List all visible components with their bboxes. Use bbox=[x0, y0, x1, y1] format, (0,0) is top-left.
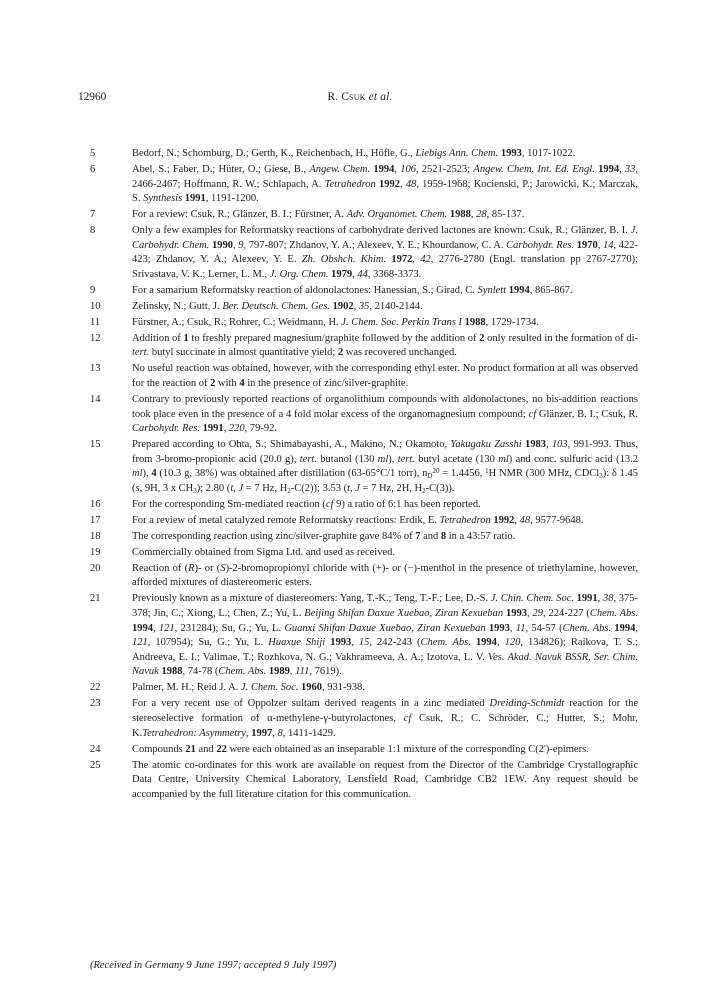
reference-number: 11 bbox=[90, 316, 101, 328]
reference-number: 14 bbox=[90, 394, 101, 406]
reference-item bbox=[90, 284, 638, 299]
reference-text: Abel, S.; Faber, D.; Hüter, O.; Giese, B., Angew. Chem. 1994, 106, 2521-2523; Angew. Chem. Int. Ed. Engl. 1994, 33, 2466-2467; Hoffmann, R. W.; Schlapach, A. Tetrahedron 1992, 48, 1959-1968; Kocienski, P.; Jarowicki, K.; Marczak, S. Synthesis 1991, 1191-1200. bbox=[132, 163, 639, 205]
reference-item bbox=[90, 316, 638, 331]
reference-text: Zelinsky, N.; Gutt, J. Ber. Deutsch. Chem. Ges. 1902, 35, 2140-2144. bbox=[132, 300, 423, 312]
reference-item bbox=[90, 697, 638, 741]
page-header bbox=[78, 91, 642, 107]
reference-text: Prepared according to Ohta, S.; Shimabayashi, A., Makino, N.; Okamoto, Yakugaku Zasshi 1983, 103, 991-993. Thus, from 3-bromo-propionic acid (20.0 g), tert. butanol (130 ml), tert. butyl acetate (130 ml) and conc. sulfuric acid (13.2 ml), 4 (10.3 g, 38%) was obtained after distillation (63-65°C/1 torr), $n_D^{20} = 1.4456$, $^1$H NMR (300 MHz, CDCl$_3$): δ 1.45 (s, 9H, 3 x $CH_3$); 2.80 (t, J = 7 Hz, $H_2-C(2)$); 3.53 (t, J = 7 Hz, 2H, $H_2-C(3)$). bbox=[132, 439, 639, 495]
reference-text: The atomic co-ordinates for this work are available on request from the Director of the Cambridge Crystallographic Data Centre, University Chemical Laboratory, Lensfield Road, Cambridge CB2 1EW. Any request should be accompanied by the full literature citation for this communication. bbox=[132, 759, 638, 800]
reference-number: 10 bbox=[90, 300, 101, 312]
reference-text: Commercially obtained from Sigma Ltd. and used as received. bbox=[132, 546, 396, 558]
reference-number: 9 bbox=[90, 284, 96, 296]
reference-number: 6 bbox=[90, 163, 96, 175]
reference-number: 5 bbox=[90, 148, 96, 159]
reference-number: 16 bbox=[90, 498, 101, 510]
running-head bbox=[78, 91, 642, 103]
reference-text: Previously known as a mixture of diastereomers: Yang, T.-K.; Teng, T.-F.; Lee, D.-S. J. Chin. Chem. Soc. 1991, 38, 375-378; Jin, C.; Xiong, L.; Chen, Z.; Yu, L. Beijing Shifan Daxue Xuebao, Ziran Kexueban 1993, 29, 224-227 (Chem. Abs. 1994, 121, 231284); Su, G.; Yu, L. Guanxi Shifan Daxue Xuebao, Ziran Kexueban 1993, 11, 54-57 (Chem. Abs. 1994, 121, 107954); Su, G.; Yu, L. Huaxue Shiji 1993, 15, 242-243 (Chem. Abs. 1994, 120, 134826); Raikova, T. S.; Andreeva, E. I.; Valimae, T.; Rozhkova, N. G.; Vakhrameeva, A. A.; Izotova, L. V. Ves. Akad. Navuk BSSR, Ser. Chim. Navuk 1988, 74-78 (Chem. Abs. 1989, 111, 7619). bbox=[132, 593, 639, 678]
reference-text: Fürstner, A.; Csuk, R.; Rohrer, C.; Weidmann, H. J. Chem. Soc. Perkin Trans I 1988, 1729-1734. bbox=[132, 316, 540, 328]
author-surname: Csuk bbox=[341, 91, 366, 103]
reference-item bbox=[90, 393, 638, 437]
reference-number: 24 bbox=[90, 743, 101, 755]
reference-item bbox=[90, 163, 638, 207]
reference-text: Reaction of (R)- or (S)-2-bromopropionyl chloride with (+)- or (−)-menthol in the presence of triethylamine, however, afforded mixtures of diastereomeric esters. bbox=[132, 562, 638, 589]
reference-item bbox=[90, 300, 638, 315]
reference-item bbox=[90, 592, 638, 680]
reference-item bbox=[90, 530, 638, 545]
reference-item bbox=[90, 514, 638, 529]
reference-item bbox=[90, 224, 638, 282]
reference-item bbox=[90, 438, 638, 496]
reference-item bbox=[90, 498, 638, 513]
reference-number: 13 bbox=[90, 363, 101, 375]
reference-text: For a samarium Reformatsky reaction of aldonolactones: Hanessian, S.; Girad, C. Synlett 1994, 865-867. bbox=[132, 284, 573, 296]
reference-text: No useful reaction was obtained, however, with the corresponding ethyl ester. No product formation at all was observed for the reaction of 2 with 4 in the presence of zinc/silver-graphite. bbox=[132, 363, 638, 390]
reference-item bbox=[90, 362, 638, 391]
reference-number: 15 bbox=[90, 439, 101, 451]
reference-item bbox=[90, 147, 638, 162]
reference-list bbox=[90, 147, 638, 804]
reference-item bbox=[90, 332, 638, 361]
reference-text: For a review: Csuk, R.; Glänzer, B. I.; Fürstner, A. Adv. Organomet. Chem. 1988, 28, 85-137. bbox=[132, 209, 525, 221]
reference-number: 23 bbox=[90, 698, 101, 710]
received-note: (Received in Germany 9 June 1997; accepted 9 July 1997) bbox=[90, 960, 337, 971]
author-initial: R. bbox=[327, 91, 342, 103]
reference-number: 19 bbox=[90, 546, 101, 558]
reference-text: For a very recent use of Oppolzer sultam derived reagents in a zinc mediated Dreiding-Schmidt reaction for the stereoselective formation of α-methylene-γ-butyrolactones, cf Csuk, R.; C. Schröder, C.; Hutter, S.; Mohr, K.Tetrahedron: Asymmetry, 1997, 8, 1411-1429. bbox=[132, 698, 638, 739]
reference-item bbox=[90, 546, 638, 561]
reference-text: Compounds 21 and 22 were each obtained as an inseparable 1:1 mixture of the corresponding C(2')-epimers. bbox=[132, 743, 589, 755]
reference-number: 8 bbox=[90, 225, 96, 237]
reference-text: Contrary to previously reported reactions of organolithium compounds with aldonolactones, no bis-addition reactions took place even in the presence of a 4 fold molar excess of the organomagnesium compound; cf Glänzer, B. I.; Csuk, R. Carbohydr. Res. 1991, 220, 79-92. bbox=[132, 394, 638, 435]
author-suffix: et al. bbox=[365, 91, 393, 103]
reference-number: 18 bbox=[90, 530, 101, 542]
reference-number: 17 bbox=[90, 514, 101, 526]
reference-item bbox=[90, 681, 638, 696]
reference-item bbox=[90, 208, 638, 223]
reference-number: 22 bbox=[90, 682, 101, 694]
reference-number: 21 bbox=[90, 593, 101, 605]
reference-text: For the corresponding Sm-mediated reaction (cf 9) a ratio of 6:1 has been reported. bbox=[132, 498, 481, 510]
reference-text: Palmer, M. H.; Reid J. A. J. Chem. Soc. 1960, 931-938. bbox=[132, 682, 365, 694]
reference-number: 20 bbox=[90, 562, 101, 574]
reference-item bbox=[90, 743, 638, 758]
reference-item bbox=[90, 562, 638, 591]
reference-text: The corresponding reaction using zinc/silver-graphite gave 84% of 7 and 8 in a 43:57 ratio. bbox=[132, 530, 516, 542]
reference-text: Only a few examples for Reformatsky reactions of carbohydrate derived lactones are known: Csuk, R.; Glänzer, B. I. J. Carbohydr. Chem. 1990, 9, 797-807; Zhdanov, Y. A.; Alexeev, Y. E.; Khourdanow, C. A. Carbohydr. Res. 1970, 14, 422-423; Zhdanov, Y. A.; Alexeev, Y. E. Zh. Obshch. Khim. 1972, 42, 2776-2780 (Engl. translation pp 2767-2770); Srivastava, V. K.; Lerner, L. M., J. Org. Chem. 1979, 44, 3368-3373. bbox=[132, 225, 639, 280]
reference-text: Bedorf, N.; Schomburg, D.; Gerth, K., Reichenbach, H., Höfle, G., Liebigs Ann. Chem. 1993, 1017-1022. bbox=[132, 148, 576, 159]
reference-item bbox=[90, 759, 638, 803]
page-number: 12960 bbox=[78, 91, 107, 103]
reference-number: 25 bbox=[90, 759, 101, 771]
reference-number: 7 bbox=[90, 209, 96, 221]
reference-number: 12 bbox=[90, 332, 101, 344]
reference-text: For a review of metal catalyzed remote Reformatsky reactions: Erdik, E. Tetrahedron 1992, 48, 9577-9648. bbox=[132, 514, 584, 526]
reference-text: Addition of 1 to freshly prepared magnesium/graphite followed by the addition of 2 only resulted in the formation of di-tert. butyl succinate in almost quantitative yield; 2 was recovered unchanged. bbox=[132, 332, 638, 359]
